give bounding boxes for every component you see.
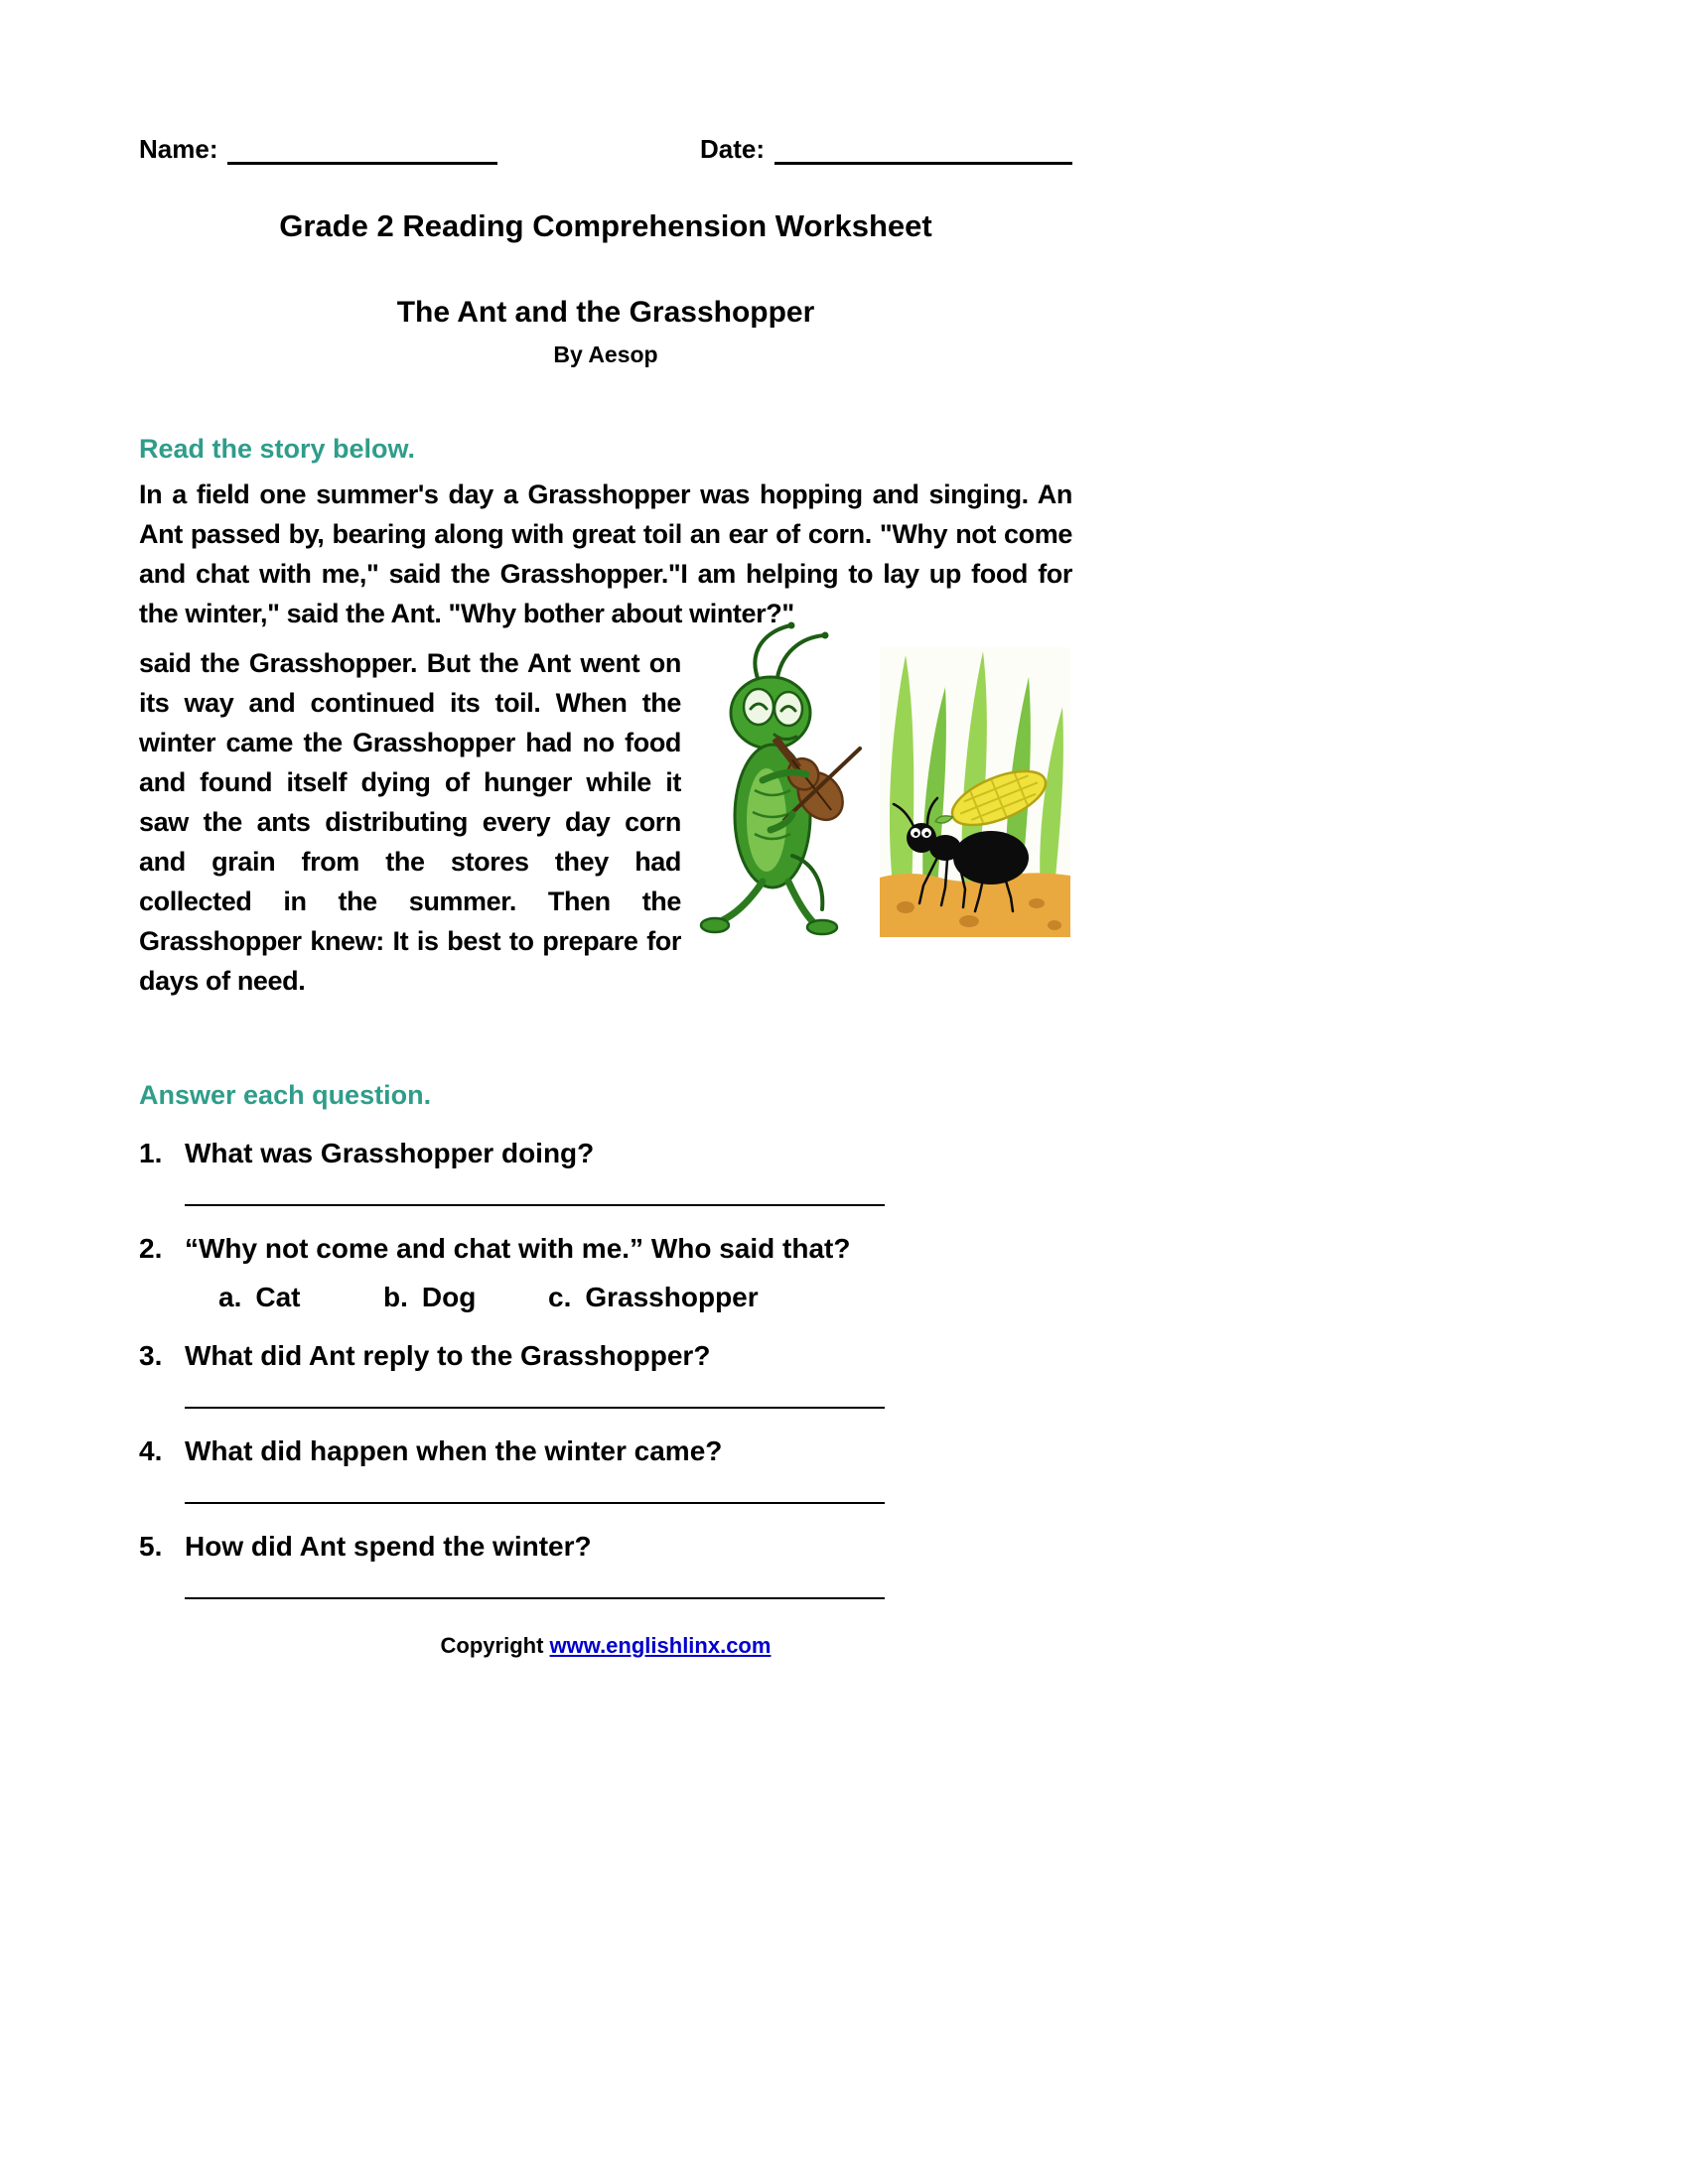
story-paragraph-part2: said the Grasshopper. But the Ant went on its way and continued its toil. When the winter came the Grasshopper had no food and found itself dying of hunger while it saw the ants distributing every day corn and grain from the stores they had collected in the summer. Then the Grasshopper knew: It is best to prepare for days of need. bbox=[139, 648, 681, 996]
question-3-text: What did Ant reply to the Grasshopper? bbox=[185, 1340, 711, 1371]
question-1-text: What was Grasshopper doing? bbox=[185, 1138, 595, 1168]
read-story-heading: Read the story below. bbox=[139, 434, 416, 464]
choice-b-letter: b. bbox=[383, 1282, 408, 1312]
choice-a bbox=[218, 1282, 383, 1313]
choice-c bbox=[548, 1282, 759, 1313]
date-label: Date: bbox=[699, 134, 765, 164]
question-5-answer-blank bbox=[185, 1585, 885, 1599]
question-2-number: 2. bbox=[139, 1233, 163, 1264]
englishlinx-link[interactable]: www.englishlinx.com bbox=[549, 1633, 772, 1658]
choice-b bbox=[383, 1282, 548, 1313]
question-5-text: How did Ant spend the winter? bbox=[185, 1531, 592, 1562]
question-5 bbox=[139, 1530, 1072, 1564]
copyright-label: Copyright bbox=[440, 1633, 550, 1658]
question-4 bbox=[139, 1434, 1072, 1468]
story-illustrations bbox=[697, 621, 1072, 947]
story-title: The Ant and the Grasshopper bbox=[396, 296, 815, 329]
story-text-block bbox=[139, 475, 1072, 1001]
question-5-number: 5. bbox=[139, 1531, 163, 1562]
ant-corn-illustration bbox=[880, 647, 1070, 937]
question-3-number: 3. bbox=[139, 1340, 163, 1371]
question-1 bbox=[139, 1137, 1072, 1170]
choice-a-label: Cat bbox=[255, 1282, 301, 1312]
story-part2-wrap bbox=[139, 643, 1072, 1001]
date-field bbox=[700, 134, 1072, 165]
story-author: By Aesop bbox=[553, 341, 658, 367]
name-label: Name: bbox=[139, 134, 218, 164]
question-3-answer-blank bbox=[185, 1395, 885, 1409]
choice-c-label: Grasshopper bbox=[585, 1282, 759, 1312]
answer-questions-heading: Answer each question. bbox=[139, 1080, 432, 1110]
question-4-answer-blank bbox=[185, 1490, 885, 1504]
choice-b-label: Dog bbox=[421, 1282, 477, 1312]
question-4-number: 4. bbox=[139, 1435, 163, 1466]
question-1-answer-blank bbox=[185, 1192, 885, 1206]
header-row bbox=[139, 134, 1072, 165]
question-2-choices bbox=[218, 1282, 1072, 1313]
choice-a-letter: a. bbox=[218, 1282, 242, 1312]
story-paragraph-part1: In a field one summer's day a Grasshopper was hopping and singing. An Ant passed by, bearing along with great toil an ear of corn. "Why not come and chat with me," said the Grasshopper."I am helping to lay up food for the winter," said the Ant. "Why bother about winter?" bbox=[139, 479, 1072, 628]
name-blank-line bbox=[227, 138, 497, 165]
worksheet-title: Grade 2 Reading Comprehension Worksheet bbox=[279, 208, 932, 243]
choice-c-letter: c. bbox=[548, 1282, 572, 1312]
question-1-number: 1. bbox=[139, 1138, 163, 1168]
name-field bbox=[139, 134, 497, 165]
question-2-text: “Why not come and chat with me.” Who said that? bbox=[185, 1233, 851, 1264]
question-4-text: What did happen when the winter came? bbox=[185, 1435, 723, 1466]
question-3 bbox=[139, 1339, 1072, 1373]
footer bbox=[139, 1633, 1072, 1659]
grasshopper-violin-illustration bbox=[697, 621, 868, 947]
worksheet-content bbox=[139, 0, 1072, 1659]
question-2 bbox=[139, 1232, 1072, 1266]
date-blank-line bbox=[774, 138, 1072, 165]
